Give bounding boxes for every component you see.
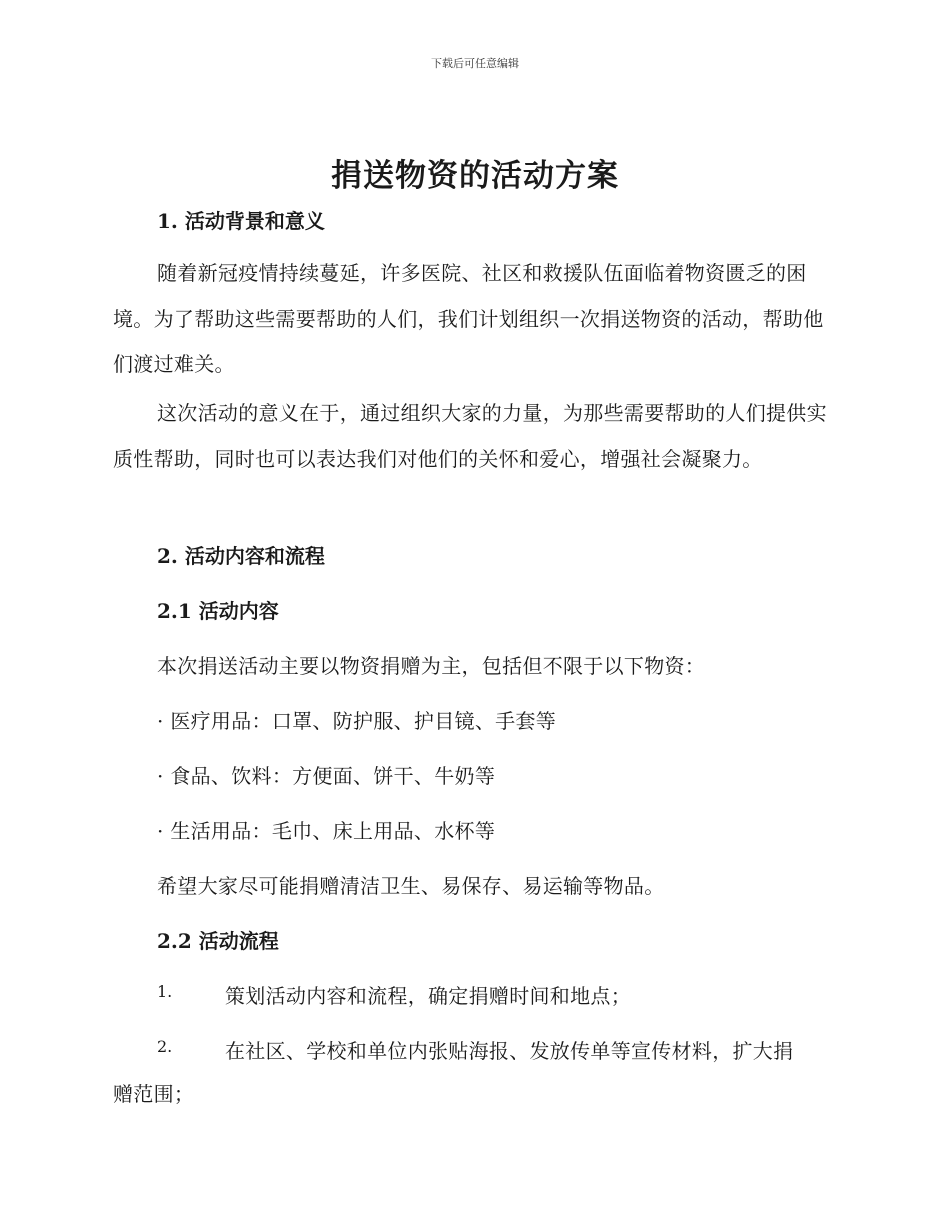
section-heading-1: 1. 活动背景和意义 (157, 209, 325, 233)
header-note: 下载后可任意编辑 (431, 57, 519, 70)
step-text: 策划活动内容和流程，确定捐赠时间和地点； (225, 984, 631, 1008)
step-number: 1. (157, 982, 173, 1001)
list-item: · 食品、饮料：方便面、饼干、牛奶等 (157, 764, 496, 788)
list-item: · 生活用品：毛巾、床上用品、水杯等 (157, 819, 496, 843)
subsection-heading-2-2: 2.2 活动流程 (157, 929, 279, 953)
step-text: 在社区、学校和单位内张贴海报、发放传单等宣传材料，扩大捐 (225, 1039, 794, 1063)
document-title: 捐送物资的活动方案 (331, 158, 619, 194)
step-text-continuation: 赠范围； (113, 1082, 195, 1106)
content-intro: 本次捐送活动主要以物资捐赠为主，包括但不限于以下物资： (157, 654, 706, 678)
step-number: 2. (157, 1037, 173, 1056)
subsection-heading-2-1: 2.1 活动内容 (157, 599, 279, 623)
paragraph-background: 随着新冠疫情持续蔓延，许多医院、社区和救援队伍面临着物资匮乏的困境。为了帮助这些需要帮助的人们，我们计划组织一次捐送物资的活动，帮助他们渡过难关。 (113, 261, 824, 376)
section-heading-2: 2. 活动内容和流程 (157, 544, 325, 568)
list-item: · 医疗用品：口罩、防护服、护目镜、手套等 (157, 709, 557, 733)
content-outro: 希望大家尽可能捐赠清洁卫生、易保存、易运输等物品。 (157, 874, 665, 898)
paragraph-significance: 这次活动的意义在于，通过组织大家的力量，为那些需要帮助的人们提供实质性帮助，同时也可以表达我们对他们的关怀和爱心，增强社会凝聚力。 (113, 401, 827, 471)
